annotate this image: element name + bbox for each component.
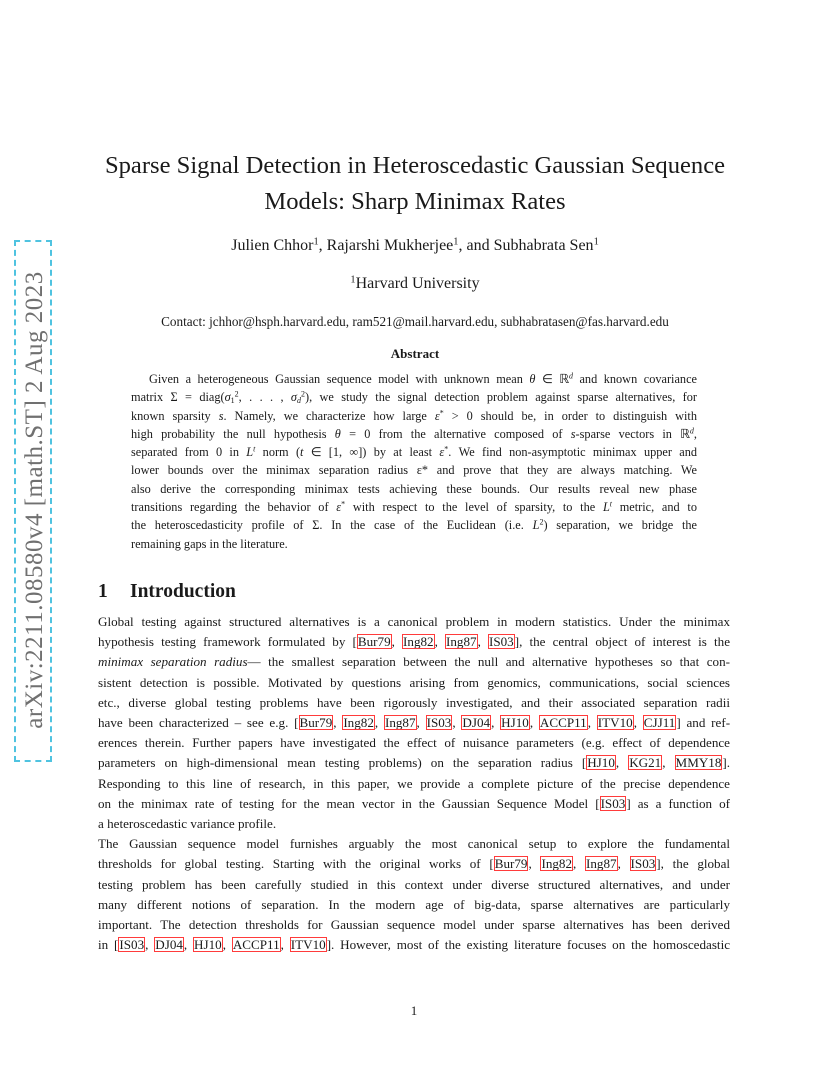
title-line-1: Sparse Signal Detection in Heteroscedastic Gaussian Sequence (104, 152, 726, 179)
intro-line: on the minimax rate of testing for the mean vector in the Gaussian Sequence Model [IS03] as a function of (98, 795, 730, 811)
citation-link[interactable]: KG21 (629, 755, 662, 771)
author-separator: , and (458, 237, 494, 254)
citation-link[interactable]: DJ04 (462, 715, 491, 731)
intro-line: parameters on high-dimensional mean testing problems) on the separation radius [HJ10, KG21, MMY18]. (98, 755, 731, 771)
author-list (100, 235, 730, 257)
intro-line: minimax separation radius— the smallest separation between the null and alternative hypotheses so that con- (98, 654, 731, 670)
citation-link[interactable]: Bur79 (299, 715, 333, 731)
citation-link[interactable]: IS03 (119, 937, 145, 953)
section-number: 1 (98, 581, 108, 602)
arxiv-identifier[interactable]: arXiv:2211.08580v4 [math.ST] 2 Aug 2023 (21, 271, 48, 729)
citation-link[interactable]: IS03 (600, 795, 626, 811)
abstract-line: high probability the null hypothesis θ = 0 from the alternative composed of s-sparse vectors in ℝ$^d$, (131, 426, 697, 441)
citation-link[interactable]: Ing82 (403, 634, 434, 650)
paper-title (100, 148, 730, 220)
intro-line: in [IS03, DJ04, HJ10, ACCP11, ITV10]. However, most of the existing literature focuses on the homoscedastic (98, 937, 731, 953)
citation-link[interactable]: Ing82 (343, 715, 374, 731)
abstract-line: known sparsity s. Namely, we characterize how large ε* > 0 should be, in order to distinguish with (131, 408, 697, 423)
intro-line: etc., diverse global testing problems have been rigorously investigated, and their associated separation radii (98, 694, 730, 710)
citation-link[interactable]: ACCP11 (232, 937, 280, 953)
abstract-line: matrix $\Sigma = diag(\sigma_1^2$, . . . , $\sigma_d^2$), we study the signal detection problem against sparse alternatives, for (131, 389, 697, 406)
abstract-line: transitions regarding the behavior of ε* with respect to the level of sparsity, to the $L^t$ metric, and to (131, 499, 697, 515)
intro-line: The Gaussian sequence model furnishes arguably the most canonical setup to explore the fundamental (98, 836, 730, 852)
intro-line: have been characterized – see e.g. [Bur79, Ing82, Ing87, IS03, DJ04, HJ10, ACCP11, ITV10, CJJ11] and ref- (98, 715, 731, 731)
affiliation-name: Harvard University (355, 275, 480, 292)
author-name: Rajarshi Mukherjee (326, 237, 454, 254)
author-affil-mark: 1 (593, 236, 599, 248)
intro-line: important. The detection thresholds for Gaussian sequence model under sparse alternatives has been derived (98, 917, 730, 933)
citation-link[interactable]: Ing87 (384, 715, 416, 731)
abstract-line: lower bounds over the minimax separation radius ε* and prove that they are always matching. We (131, 463, 697, 478)
citation-link[interactable]: Ing87 (586, 856, 617, 872)
citation-link[interactable]: ITV10 (597, 715, 633, 731)
abstract-heading: Abstract (390, 346, 440, 361)
citation-link[interactable]: IS03 (630, 856, 656, 872)
author-name: Julien Chhor (231, 237, 314, 254)
citation-link[interactable]: HJ10 (501, 715, 529, 731)
citation-link[interactable]: HJ10 (194, 937, 222, 953)
intro-line: a heteroscedastic variance profile. (98, 816, 277, 832)
affiliation (100, 273, 730, 295)
abstract-line: also derive the corresponding minimax tests achieving these bounds. Our results reveal new phase (131, 481, 697, 496)
author-affil-mark: 1 (313, 236, 319, 248)
title-line-2: Models: Sharp Minimax Rates (264, 188, 566, 215)
intro-line: Responding to this line of research, in this paper, we provide a complete picture of the precise dependence (98, 775, 730, 791)
citation-link[interactable]: Bur79 (494, 856, 528, 872)
page-number: 1 (410, 1003, 418, 1018)
citation-link[interactable]: DJ04 (155, 937, 183, 953)
intro-line: sistent detection is possible. Motivated by questions arising from genomics, communications, social sciences (98, 674, 730, 690)
section-title: Introduction (130, 581, 236, 602)
citation-link[interactable]: IS03 (426, 715, 452, 731)
author-name: Subhabrata Sen (493, 237, 594, 254)
intro-line: many different notions of separation. In the modern age of big-data, sparse alternatives are particularly (98, 896, 730, 912)
contact-emails: Contact: jchhor@hsph.harvard.edu, ram521@mail.harvard.edu, subhabratasen@fas.harvard.edu (161, 314, 669, 329)
section-heading (98, 579, 236, 605)
citation-link[interactable]: Ing87 (446, 634, 477, 650)
citation-link[interactable]: HJ10 (587, 755, 615, 771)
citation-link[interactable]: ITV10 (290, 937, 326, 953)
citation-link[interactable]: MMY18 (675, 755, 722, 771)
abstract-line: the heteroscedasticity profile of Σ. In the case of the Euclidean (i.e. $L^2$) separation, we bridge the (131, 517, 697, 533)
intro-line: testing problem has been carefully studied in this context under diverse structured alternatives, and under (98, 876, 730, 892)
author-affil-mark: 1 (453, 236, 459, 248)
abstract-line: Given a heterogeneous Gaussian sequence model with unknown mean θ ∈ ℝ$^d$ and known covariance (149, 371, 697, 386)
author-separator: , (318, 237, 327, 254)
citation-link[interactable]: ACCP11 (539, 715, 587, 731)
citation-link[interactable]: Bur79 (357, 634, 391, 650)
abstract-text (131, 370, 697, 553)
abstract-line: separated from 0 in $L^t$ norm (t ∈ [1, ∞]) by at least ε*. We find non-asymptotic minimax upper and (131, 444, 698, 460)
abstract-line: remaining gaps in the literature. (131, 536, 288, 551)
citation-link[interactable]: Ing82 (541, 856, 573, 872)
intro-line: hypothesis testing framework formulated by [Bur79, Ing82, Ing87, IS03], the central object of interest is the (98, 634, 731, 650)
citation-link[interactable]: IS03 (488, 634, 514, 650)
citation-link[interactable]: CJJ11 (643, 715, 676, 731)
introduction-text (98, 612, 730, 955)
affiliation-mark: 1 (350, 274, 356, 286)
intro-line: Global testing against structured alternatives is a canonical problem in modern statistics. Under the minimax (98, 614, 730, 629)
intro-line: erences therein. Further papers have investigated the effect of nuisance parameters (e.g. effect of dependence (98, 735, 730, 751)
intro-line: thresholds for global testing. Starting with the original works of [Bur79, Ing82, Ing87, IS03], the global (98, 856, 731, 872)
